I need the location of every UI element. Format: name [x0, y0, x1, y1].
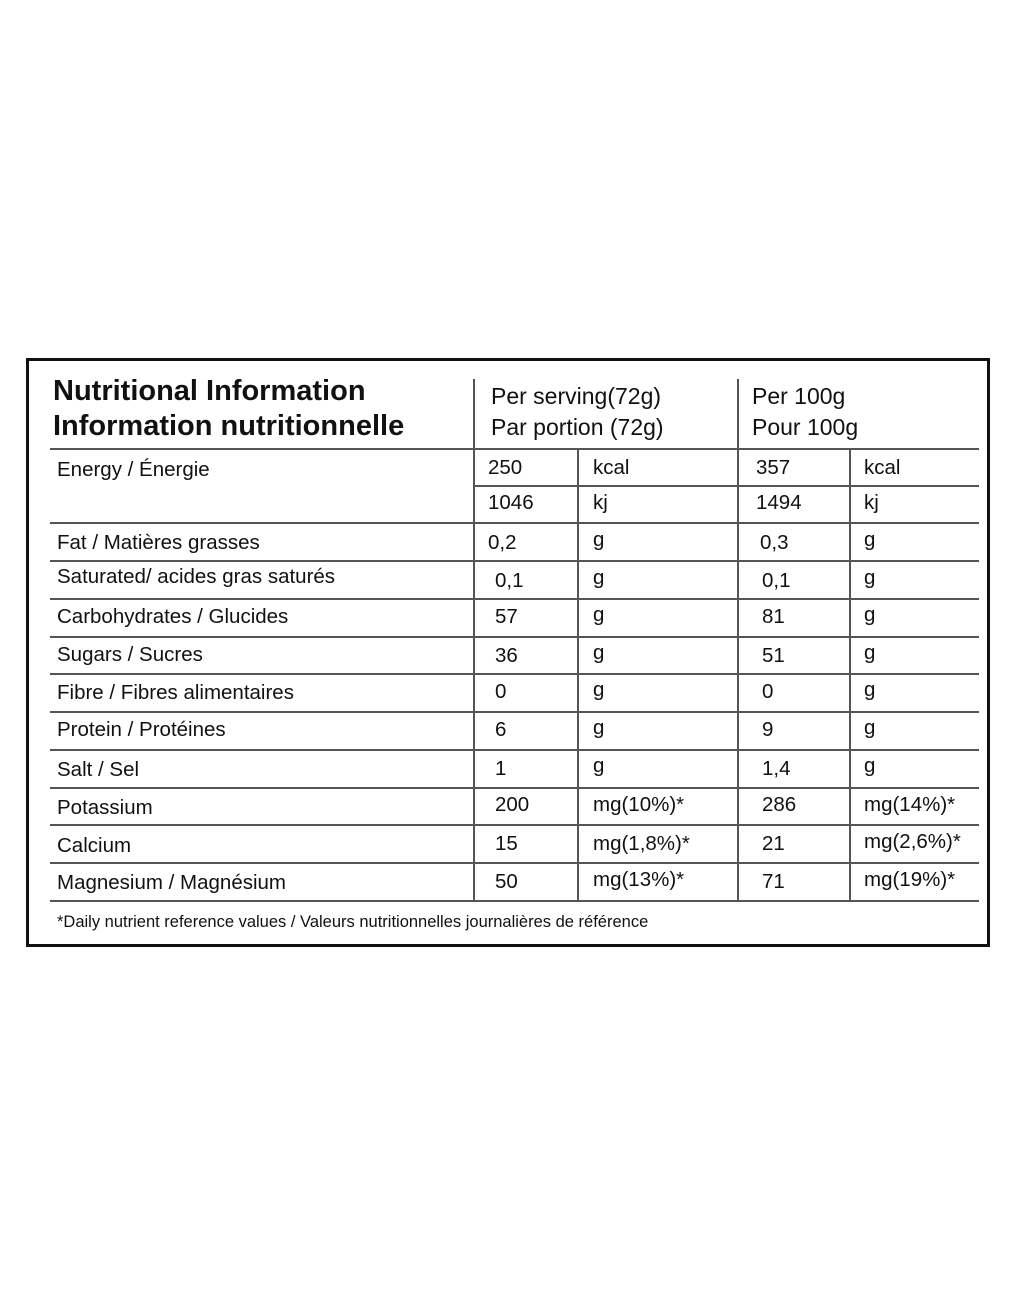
row-label: Sugars / Sucres [57, 643, 203, 666]
serving-header-english: Per serving(72g) [491, 383, 662, 409]
per100-unit: g [864, 566, 876, 589]
per100-value: 0,3 [760, 531, 789, 554]
per100-unit: g [864, 678, 876, 701]
row-divider [50, 636, 979, 638]
per100-unit: g [864, 603, 876, 626]
per100-value: 21 [762, 832, 785, 855]
row-divider [50, 749, 979, 751]
serving-value: 36 [495, 644, 518, 667]
divider-per100-column [737, 379, 739, 901]
serving-value: 200 [495, 793, 530, 816]
per100-unit: g [864, 641, 876, 664]
row-divider [50, 787, 979, 789]
title-french: Information nutritionnelle [53, 410, 405, 442]
energy-subdivider [473, 485, 979, 487]
row-label-energy: Energy / Énergie [57, 458, 210, 481]
per100-unit: g [864, 528, 876, 551]
row-divider [50, 522, 979, 524]
row-label: Carbohydrates / Glucides [57, 605, 289, 628]
row-divider [50, 598, 979, 600]
serving-value: 1 [495, 757, 507, 780]
serving-value: 0 [495, 680, 507, 703]
serving-unit: g [593, 528, 605, 551]
row-divider [50, 824, 979, 826]
per100-value: 0,1 [762, 569, 791, 592]
row-label: Potassium [57, 796, 153, 819]
serving-value: 6 [495, 718, 507, 741]
energy-kj-unit-per100: kj [864, 491, 879, 514]
serving-unit: g [593, 678, 605, 701]
per100-unit: mg(14%)* [864, 793, 956, 816]
per100-value: 286 [762, 793, 797, 816]
serving-unit: g [593, 641, 605, 664]
serving-unit: mg(13%)* [593, 868, 685, 891]
per100-value: 9 [762, 718, 774, 741]
per100-unit: mg(19%)* [864, 868, 956, 891]
serving-unit: g [593, 754, 605, 777]
per100-value: 0 [762, 680, 774, 703]
per100-unit: g [864, 754, 876, 777]
divider-label-column [473, 379, 475, 901]
row-label: Magnesium / Magnésium [57, 871, 287, 894]
serving-unit: mg(1,8%)* [593, 832, 690, 855]
serving-value: 0,2 [488, 531, 517, 554]
serving-header-french: Par portion (72g) [491, 414, 664, 440]
row-divider [50, 711, 979, 713]
row-label: Fibre / Fibres alimentaires [57, 681, 294, 704]
row-label: Calcium [57, 834, 132, 857]
energy-kcal-unit-per100: kcal [864, 456, 901, 479]
per100-value: 81 [762, 605, 785, 628]
energy-kcal-serving: 250 [488, 456, 523, 479]
row-label: Saturated/ acides gras saturés [57, 565, 336, 588]
row-label: Protein / Protéines [57, 718, 226, 741]
per100-unit: g [864, 716, 876, 739]
row-divider [50, 862, 979, 864]
divider-per100-unit [849, 449, 851, 901]
per100-value: 71 [762, 870, 785, 893]
table-bottom-line [50, 900, 979, 902]
footnote: *Daily nutrient reference values / Valeurs nutritionnelles journalières de référence [57, 913, 649, 931]
energy-kcal-unit: kcal [593, 456, 630, 479]
row-label: Fat / Matières grasses [57, 531, 260, 554]
per100-value: 1,4 [762, 757, 791, 780]
row-divider [50, 560, 979, 562]
row-divider [50, 673, 979, 675]
title-english: Nutritional Information [53, 375, 366, 407]
energy-kj-per100: 1494 [756, 491, 802, 514]
energy-kj-serving: 1046 [488, 491, 534, 514]
serving-unit: g [593, 716, 605, 739]
per100-header-english: Per 100g [752, 383, 846, 409]
serving-value: 0,1 [495, 569, 524, 592]
header-divider [50, 448, 979, 450]
divider-serving-unit [577, 449, 579, 901]
serving-value: 57 [495, 605, 518, 628]
serving-unit: g [593, 603, 605, 626]
serving-value: 15 [495, 832, 518, 855]
row-label: Salt / Sel [57, 758, 140, 781]
per100-header-french: Pour 100g [752, 414, 859, 440]
serving-unit: g [593, 566, 605, 589]
per100-value: 51 [762, 644, 785, 667]
per100-unit: mg(2,6%)* [864, 830, 961, 853]
serving-value: 50 [495, 870, 518, 893]
energy-kj-unit: kj [593, 491, 608, 514]
serving-unit: mg(10%)* [593, 793, 685, 816]
energy-kcal-per100: 357 [756, 456, 791, 479]
